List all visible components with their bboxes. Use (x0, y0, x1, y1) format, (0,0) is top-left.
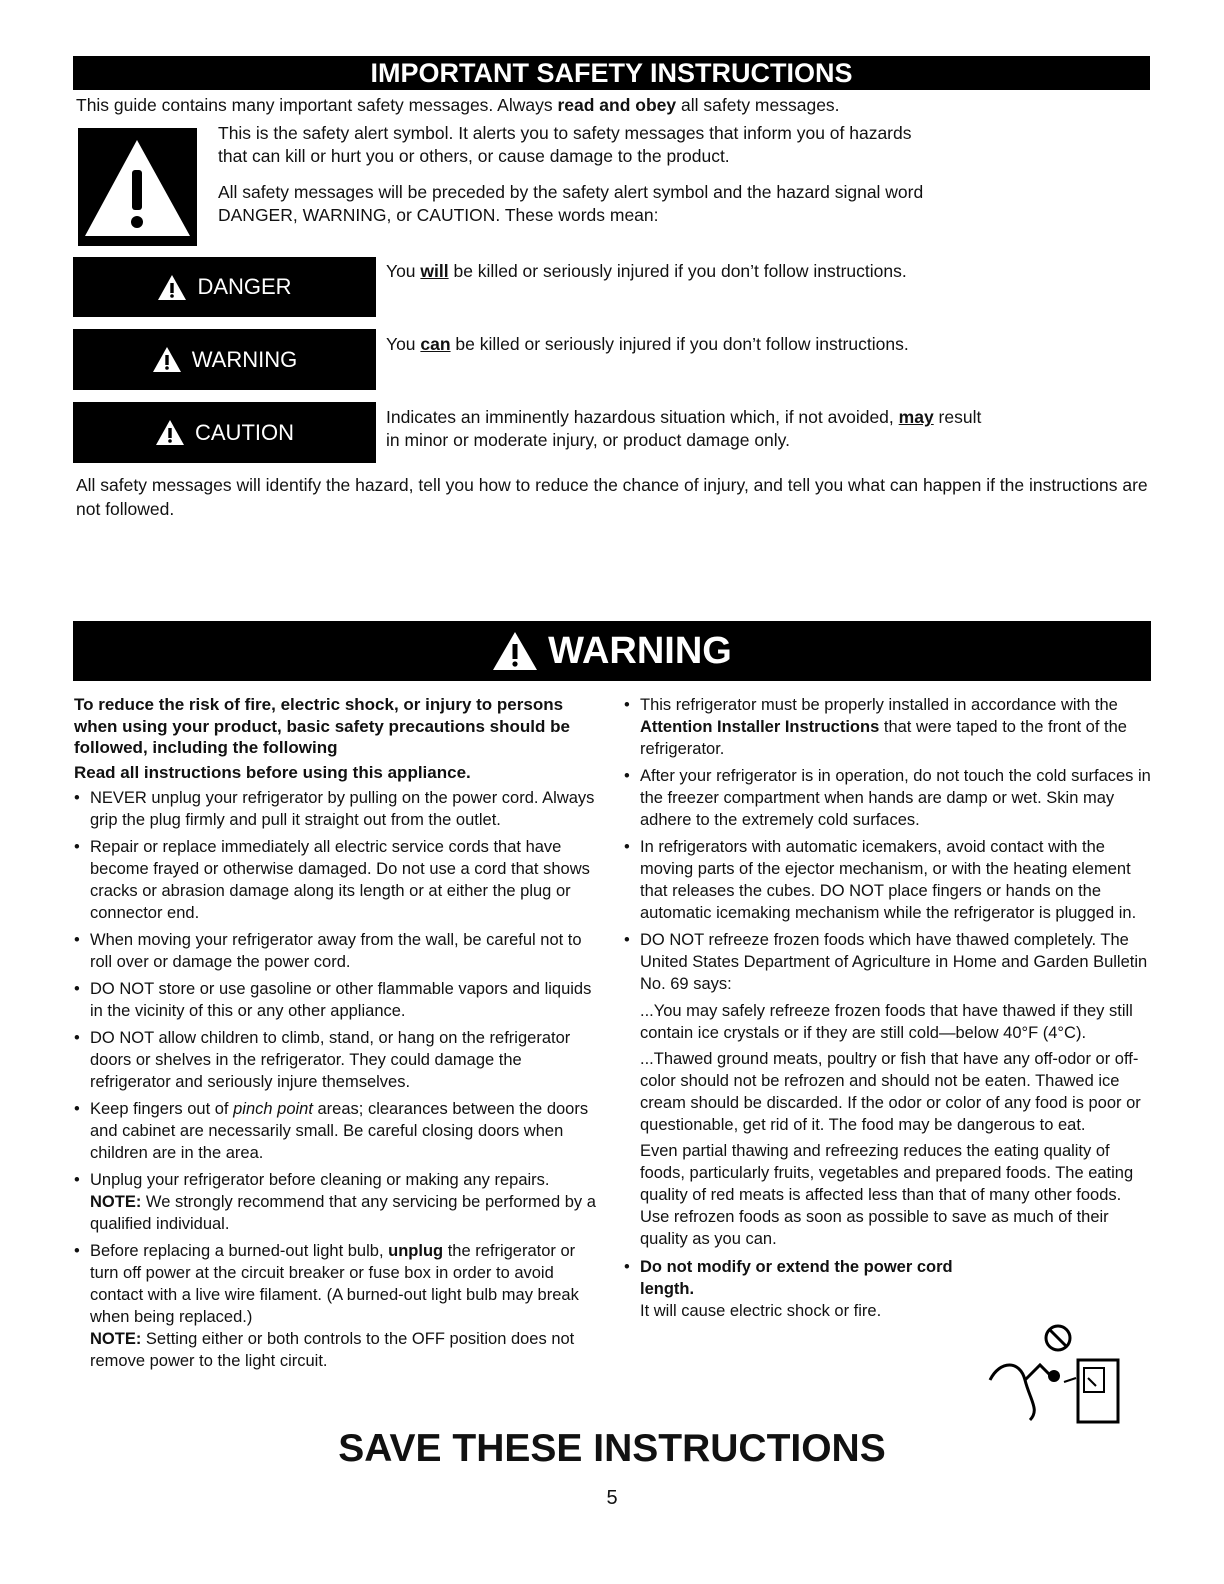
warning-list-left (74, 787, 600, 1372)
warning-right-column (624, 694, 1152, 1327)
list-item: • NEVER unplug your refrigerator by pulling on the power cord. Always grip the plug firmly and pull it straight out from the outlet. (74, 787, 600, 831)
warning-left-column (74, 694, 600, 1377)
power-cord-prohibited-icon (980, 1320, 1125, 1430)
warning-description: You can be killed or seriously injured if you don’t follow instructions. (386, 334, 909, 354)
list-item: • This refrigerator must be properly installed in accordance with the Attention Installer Instructions that were taped to the front of the refrigerator. (624, 694, 1152, 760)
caution-description: Indicates an imminently hazardous situation which, if not avoided, may result in minor or moderate injury, or product damage only. (386, 407, 982, 450)
list-item: • After your refrigerator is in operation, do not touch the cold surfaces in the freezer compartment when hands are damp or wet. Skin may adhere to the extremely cold surfaces. (624, 765, 1152, 831)
read-all-instructions: Read all instructions before using this appliance. (74, 762, 471, 782)
list-item: • Repair or replace immediately all electric service cords that have become frayed or otherwise damaged. Do not use a cord that shows cracks or abrasion damage along its length or at either the plug or connector end. (74, 836, 600, 924)
alert-description: This is the safety alert symbol. It alerts you to safety messages that inform you of hazards that can kill or hurt you or others, or cause damage to the product. (218, 123, 912, 166)
warning-triangle-icon (78, 128, 197, 246)
page-number: 5 (606, 1487, 618, 1509)
summary-text: All safety messages will identify the hazard, tell you how to reduce the chance of injury, and tell you what can happen if the instructions are not followed. (76, 475, 1148, 519)
page-title: IMPORTANT SAFETY INSTRUCTIONS (73, 56, 1150, 90)
danger-label: DANGER (73, 257, 376, 317)
list-item: • Unplug your refrigerator before cleaning or making any repairs. NOTE: We strongly recommend that any servicing be performed by a qualified individual. (74, 1169, 600, 1235)
warning-triangle-icon (157, 274, 187, 301)
warning-triangle-icon (155, 419, 185, 446)
list-item: • Keep fingers out of pinch point areas; clearances between the doors and cabinet are necessarily small. Be careful closing doors when children are in the area. (74, 1098, 600, 1164)
usda-quote-1: ...You may safely refreeze frozen foods that have thawed if they still contain ice crystals or if they are still cold—below 40°F (4°C). (640, 1002, 1133, 1042)
save-instructions-heading: SAVE THESE INSTRUCTIONS (338, 1427, 886, 1470)
warning-banner: WARNING (73, 621, 1151, 681)
warning-list-right (624, 694, 1152, 995)
warning-triangle-icon (492, 631, 538, 671)
caution-label: CAUTION (73, 402, 376, 463)
alert-signal-words: All safety messages will be preceded by the safety alert symbol and the hazard signal word DANGER, WARNING, or CAUTION. These words mean: (218, 182, 924, 225)
warning-label: WARNING (73, 329, 376, 390)
warning-triangle-icon (152, 346, 182, 373)
list-item: • DO NOT refreeze frozen foods which have thawed completely. The United States Department of Agriculture in Home and Garden Bulletin No. 69 says: (624, 929, 1152, 995)
list-item: • Before replacing a burned-out light bulb, unplug the refrigerator or turn off power at the circuit breaker or fuse box in order to avoid contact with a live wire filament. (A burned-out light bulb may break when being replaced.) NOTE: Setting either or both controls to the OFF position does not remove power to the light circuit. (74, 1240, 600, 1372)
list-item: • When moving your refrigerator away from the wall, be careful not to roll over or damage the power cord. (74, 929, 600, 973)
danger-description: You will be killed or seriously injured if you don’t follow instructions. (386, 261, 907, 281)
list-item: • In refrigerators with automatic icemakers, avoid contact with the moving parts of the ejector mechanism, or with the heating element that releases the cubes. DO NOT place fingers or hands on the automatic icemaking mechanism while the refrigerator is plugged in. (624, 836, 1152, 924)
safety-alert-symbol (78, 128, 197, 246)
warning-lead: To reduce the risk of fire, electric shock, or injury to persons when using your product, basic safety precautions should be followed, including the following (74, 695, 570, 757)
list-item: • DO NOT allow children to climb, stand, or hang on the refrigerator doors or shelves in the refrigerator. They could damage the refrigerator and seriously injure themselves. (74, 1027, 600, 1093)
intro-text: This guide contains many important safety messages. Always read and obey all safety messages. (76, 95, 840, 115)
usda-quote-2: ...Thawed ground meats, poultry or fish that have any off-odor or off-color should not be refrozen and should not be eaten. Thawed ice cream should be discarded. If the odor or color of any food is poor or questionable, get rid of it. The food may be dangerous to eat. (640, 1050, 1141, 1134)
usda-quote-3: Even partial thawing and refreezing reduces the eating quality of foods, particularly fruits, vegetables and prepared foods. The eating quality of red meats is affected less than that of many other foods. Use refrozen foods as soon as possible to save as much of their quality as you can. (640, 1142, 1134, 1248)
list-item: • Do not modify or extend the power cord length. It will cause electric shock or fire. (624, 1256, 1000, 1322)
power-cord-warning (624, 1256, 1152, 1322)
list-item: • DO NOT store or use gasoline or other flammable vapors and liquids in the vicinity of this or any other appliance. (74, 978, 600, 1022)
